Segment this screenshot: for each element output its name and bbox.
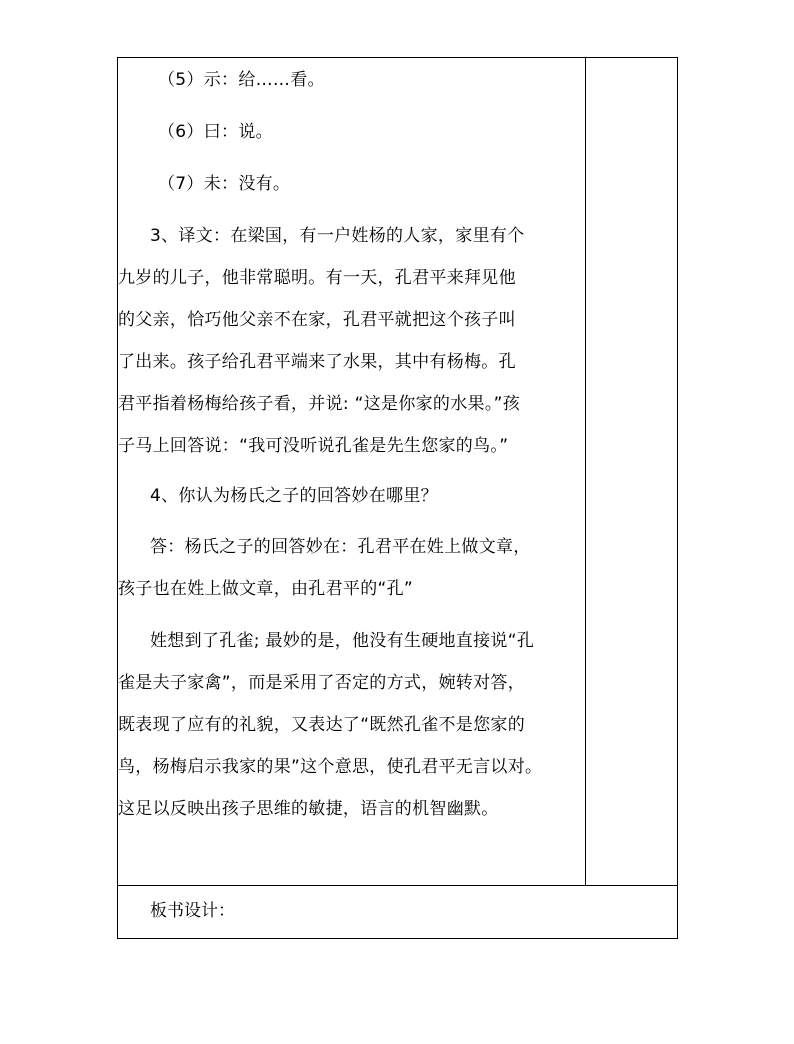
- translation-line: 3、译文：在梁国，有一户姓杨的人家，家里有个: [150, 226, 525, 246]
- note-line: （5）示：给……看。: [158, 70, 325, 90]
- analysis-line: 既表现了应有的礼貌，又表达了“既然孔雀不是您家的: [118, 715, 526, 735]
- analysis-line: 鸟，杨梅启示我家的果”这个意思，使孔君平无言以对。: [118, 757, 543, 777]
- answer-line: 答：杨氏之子的回答妙在：孔君平在姓上做文章，: [150, 537, 531, 557]
- analysis-line: 姓想到了孔雀; 最妙的是，他没有生硬地直接说“孔: [150, 631, 535, 651]
- content-area: [118, 58, 585, 885]
- question-line: 4、你认为杨氏之子的回答妙在哪里？: [150, 486, 438, 506]
- board-design-label: 板书设计：: [150, 901, 235, 921]
- content-cell: [118, 58, 586, 886]
- translation-line: 子马上回答说：“我可没听说孔雀是先生您家的鸟。”: [118, 436, 509, 456]
- translation-line: 了出来。孩子给孔君平端来了水果，其中有杨梅。孔: [118, 352, 516, 372]
- answer-line: 孩子也在姓上做文章，由孔君平的“孔”: [118, 579, 414, 599]
- note-line: （6）曰：说。: [158, 122, 273, 142]
- analysis-line: 这足以反映出孩子思维的敏捷，语言的机智幽默。: [118, 799, 499, 819]
- note-line: （7）未：没有。: [158, 174, 291, 194]
- analysis-line: 雀是夫子家禽”，而是采用了否定的方式，婉转对答，: [118, 673, 526, 693]
- lesson-table: [117, 57, 678, 939]
- translation-line: 九岁的儿子，他非常聪明。有一天，孔君平来拜见他: [118, 268, 516, 288]
- translation-line: 的父亲，恰巧他父亲不在家，孔君平就把这个孩子叫: [118, 310, 516, 330]
- translation-line: 君平指着杨梅给孩子看，并说: “这是你家的水果。”孩: [118, 394, 521, 414]
